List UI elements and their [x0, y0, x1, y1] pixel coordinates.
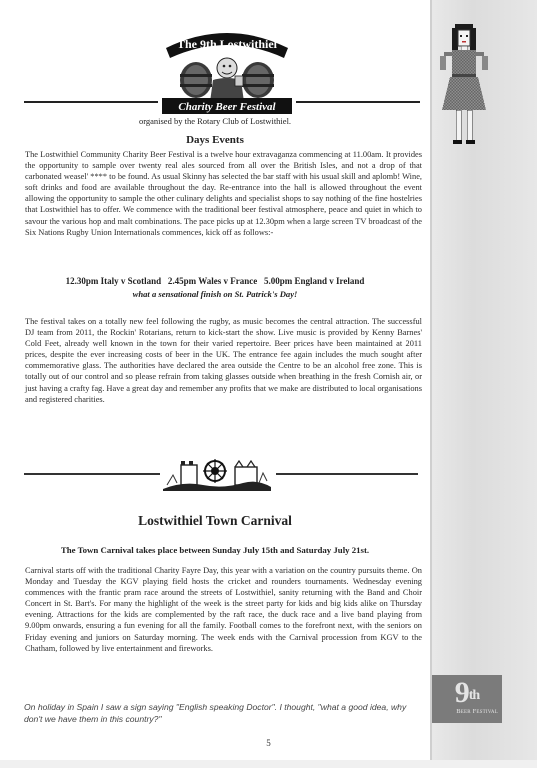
divider-rule-right [276, 473, 418, 475]
carnival-paragraph: Carnival starts off with the traditional Charity Fayre Day, this year with a variation on the country pursuits theme. On Monday and Tuesday the KGV playing field hosts the cricket and rounders tournaments. Wednesday evening commences with the frantic pram race around the streets of Lostwithiel, sanity returning with the Band and Choir Concert in St. Bart's. For many the highlight of the week is the street party for kids and big kids alike on Thursday evening. Attractions for the kids are complemented by the raft race, the duck race and a live band playing from 9.00pm onwards, ensuring a fun evening for all the family. Football comes to the forefront next, with the seniors on Friday evening and juniors on Saturday morning. The week ends with the Carnival procession from KGV to the Chatham, followed by live entertainment and fireworks. [25, 566, 422, 653]
rugby-fixtures: 12.30pm Italy v Scotland 2.45pm Wales v France 5.00pm England v Ireland [65, 276, 365, 286]
page-number: 5 [266, 738, 271, 748]
header-rule-left [24, 101, 158, 103]
badge-suffix: th [468, 688, 480, 703]
days-events-paragraph-2: The festival takes on a totally new feel following the rugby, as music becomes the central attraction. The successful DJ team from 2011, the Rockin' Rotarians, return to kick-start the show. Live music is provided by Kenny Barnes' Cold Feet, already well known in the town for their varied repertoire. Beer prices have been maintained at 2011 prices, despite the ever increasing costs of beer in the UK. The entrance fee again includes the much sought after commemorative glass. The authorities have declared the area outside the Centre to be an alcohol free zone. This is totally out of our control and so please refrain from taking glasses outside when breathing in the fresh Cornish air, or just having a crafty fag. Have a great day and remember any profits that we make are distributed to local organisations and registered charities. [25, 317, 422, 404]
divider-rule-left [24, 473, 160, 475]
ninth-beer-festival-badge [432, 675, 502, 723]
pixel-woman-illustration [438, 22, 490, 167]
days-events-title: Days Events [186, 134, 244, 146]
carnival-subtitle: The Town Carnival takes place between Sunday July 15th and Saturday July 21st. [60, 545, 370, 555]
carnival-title: Lostwithiel Town Carnival [138, 513, 292, 528]
badge-label: Beer Festival [456, 708, 498, 715]
rugby-tagline: what a sensational finish on St. Patrick's Day! [132, 289, 298, 299]
byline: organised by the Rotary Club of Lostwithiel. [138, 116, 292, 126]
days-events-paragraph-1: The Lostwithiel Community Charity Beer Festival is a twelve hour extravaganza commencing at 11.00am. It provides the opportunity to sample over twenty real ales sourced from all over the British Isles, and not a drop of that carbonated weasel' **** to be found. As usual Skinny has selected the bar staff with his usual skill and aplomb! Wine, soft drinks and food are available throughout the day. Re-entrance into the hall is allowed throughout the event allowing the opportunity to sample the other culinary delights and specialist shops to say nothing of the fine hostelries that Lostwithiel has to offer. We commence with the traditional beer festival atmosphere, peace and quiet in which to savour the various hop and malt combinations. The pace picks up at 12.30pm when a large screen TV broadcast of the Six Nations Rugby Union Internationals commences, kick off as follows:- [25, 150, 422, 237]
badge-number: 9 [454, 676, 469, 709]
header-rule-right [296, 101, 420, 103]
rotary-castle-illustration [163, 455, 271, 491]
logo-top-text: The 9th Lostwithiel [176, 37, 278, 51]
bottom-margin [0, 760, 537, 768]
badge-number-block [432, 675, 502, 708]
beer-festival-logo [158, 18, 296, 118]
holiday-quote: On holiday in Spain I saw a sign saying "English speaking Doctor". I thought, "what a good idea, why don't we have them in this country?" [24, 702, 407, 724]
logo-bottom-text: Charity Beer Festival [178, 101, 276, 113]
